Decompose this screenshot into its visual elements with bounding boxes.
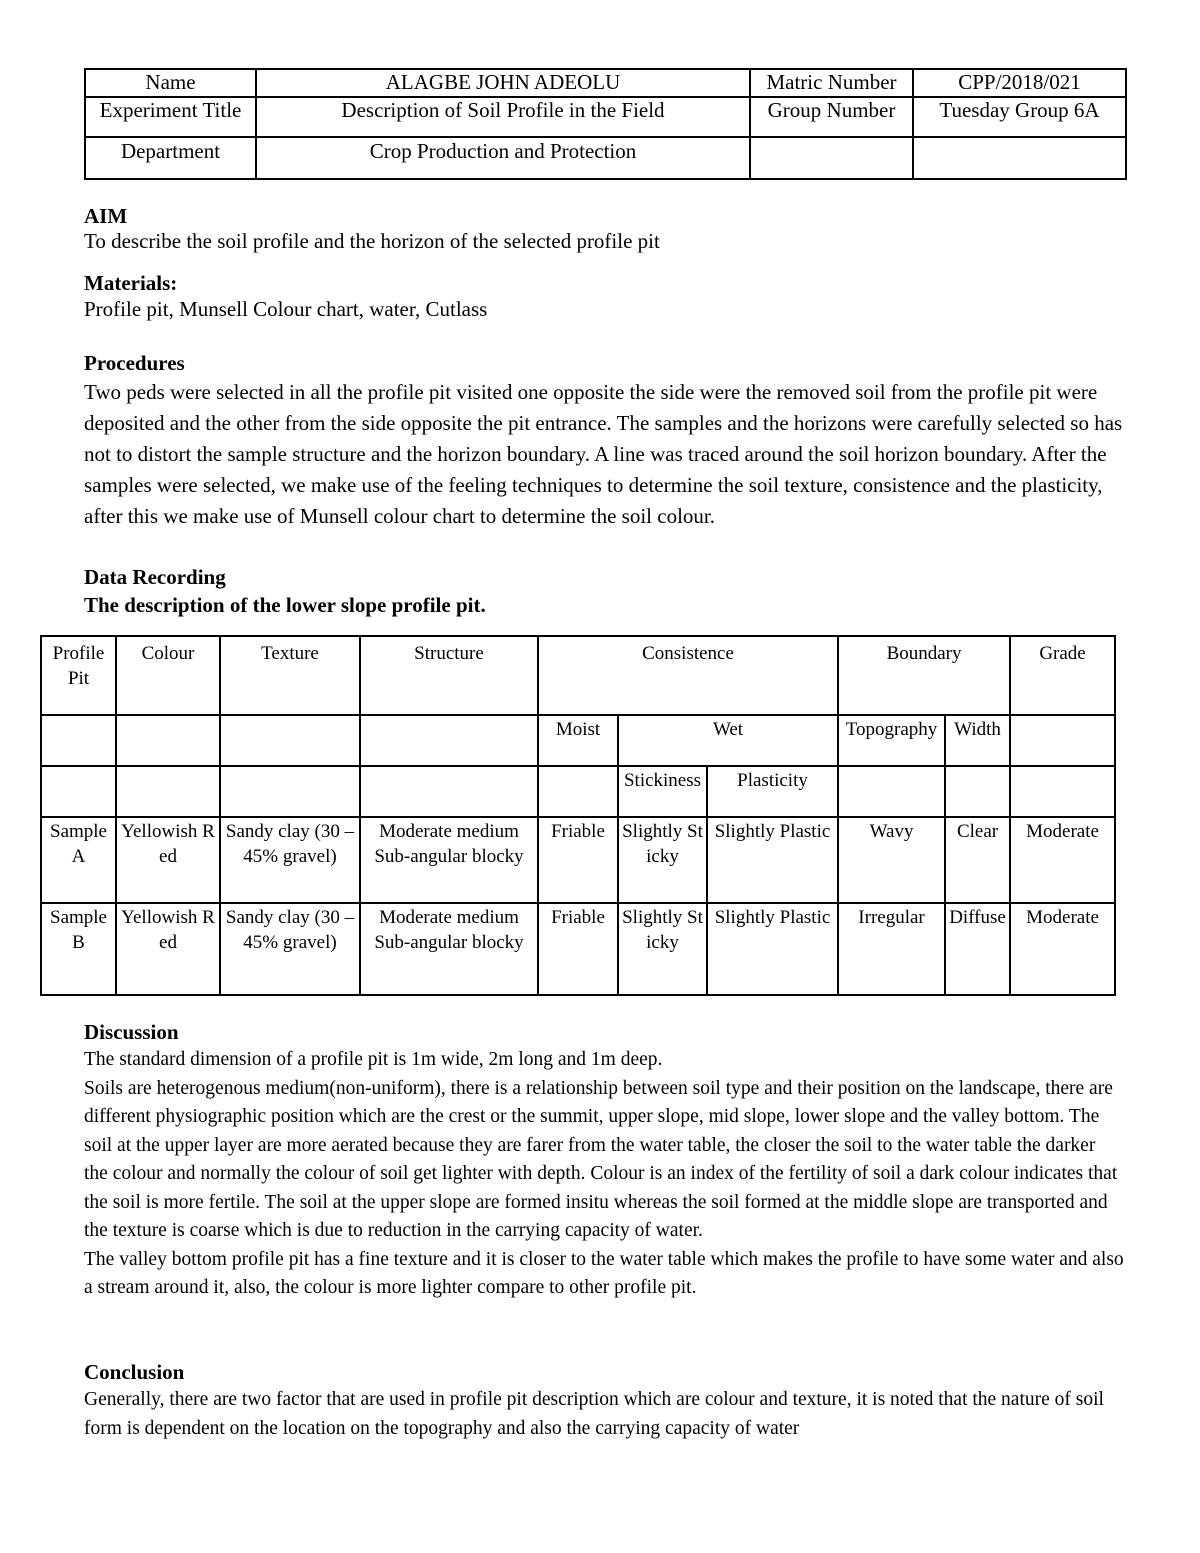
empty-cell bbox=[538, 766, 618, 817]
name-label: Name bbox=[85, 69, 256, 97]
header-moist: Moist bbox=[538, 715, 618, 766]
empty-cell bbox=[41, 715, 116, 766]
soil-profile-table bbox=[40, 635, 1116, 996]
empty-cell bbox=[220, 715, 360, 766]
header-profile-pit: Profile Pit bbox=[41, 636, 116, 715]
aim-section bbox=[84, 203, 1124, 253]
cell-grade: Moderate bbox=[1010, 817, 1115, 903]
header-grade: Grade bbox=[1010, 636, 1115, 715]
data-recording-heading: Data Recording bbox=[84, 565, 226, 589]
group-value: Tuesday Group 6A bbox=[913, 97, 1126, 137]
cell-topography: Irregular bbox=[838, 903, 945, 995]
data-recording-subheading: The description of the lower slope profile pit. bbox=[84, 593, 486, 617]
aim-text: To describe the soil profile and the horizon of the selected profile pit bbox=[84, 229, 660, 253]
cell-structure: Moderate medium Sub-angular blocky bbox=[360, 817, 538, 903]
cell-moist: Friable bbox=[538, 817, 618, 903]
header-consistence: Consistence bbox=[538, 636, 838, 715]
conclusion-heading: Conclusion bbox=[84, 1360, 185, 1384]
header-colour: Colour bbox=[116, 636, 220, 715]
cell-colour: Yellowish Red bbox=[116, 903, 220, 995]
header-wet: Wet bbox=[618, 715, 838, 766]
header-stickiness: Stickiness bbox=[618, 766, 707, 817]
aim-heading: AIM bbox=[84, 204, 128, 228]
materials-text: Profile pit, Munsell Colour chart, water, Cutlass bbox=[84, 297, 488, 321]
conclusion-section bbox=[84, 1358, 1124, 1443]
empty-cell bbox=[945, 766, 1010, 817]
header-boundary: Boundary bbox=[838, 636, 1010, 715]
header-topography: Topography bbox=[838, 715, 945, 766]
cell-moist: Friable bbox=[538, 903, 618, 995]
cell-plasticity: Slightly Plastic bbox=[707, 903, 838, 995]
header-texture: Texture bbox=[220, 636, 360, 715]
discussion-paragraph-3: The valley bottom profile pit has a fine texture and it is closer to the water table which makes the profile to have some water and also a stream around it, also, the colour is more lighter compare to other profile pit. bbox=[84, 1248, 1124, 1298]
cell-stickiness: Slightly Sticky bbox=[618, 903, 707, 995]
empty-cell bbox=[838, 766, 945, 817]
department-value: Crop Production and Protection bbox=[256, 137, 750, 179]
procedures-text: Two peds were selected in all the profile pit visited one opposite the side were the removed soil from the profile pit were deposited and the other from the side opposite the pit entrance. The samples and the horizons were carefully selected so has not to distort the sample structure and the horizon boundary. A line was traced around the soil horizon boundary. After the samples were selected, we make use of the feeling techniques to determine the soil texture, consistence and the plasticity, after this we make use of Munsell colour chart to determine the soil colour. bbox=[84, 380, 1123, 528]
department-label: Department bbox=[85, 137, 256, 179]
cell-width: Clear bbox=[945, 817, 1010, 903]
discussion-section bbox=[84, 1018, 1124, 1303]
procedures-heading: Procedures bbox=[84, 351, 185, 375]
header-table bbox=[84, 68, 1127, 180]
empty-cell bbox=[220, 766, 360, 817]
group-label: Group Number bbox=[750, 97, 913, 137]
procedures-section bbox=[84, 349, 1124, 532]
empty-cell bbox=[1010, 766, 1115, 817]
empty-cell bbox=[360, 715, 538, 766]
empty-cell bbox=[116, 766, 220, 817]
cell-width: Diffuse bbox=[945, 903, 1010, 995]
materials-section bbox=[84, 270, 1124, 322]
cell-profile-pit: Sample A bbox=[41, 817, 116, 903]
cell-grade: Moderate bbox=[1010, 903, 1115, 995]
experiment-title-label: Experiment Title bbox=[85, 97, 256, 137]
empty-cell bbox=[360, 766, 538, 817]
table-row bbox=[41, 903, 1115, 995]
empty-cell bbox=[750, 137, 913, 179]
empty-cell bbox=[41, 766, 116, 817]
table-row bbox=[41, 817, 1115, 903]
cell-plasticity: Slightly Plastic bbox=[707, 817, 838, 903]
data-recording-section bbox=[84, 563, 1124, 619]
materials-heading: Materials: bbox=[84, 271, 178, 295]
matric-value: CPP/2018/021 bbox=[913, 69, 1126, 97]
header-plasticity: Plasticity bbox=[707, 766, 838, 817]
cell-topography: Wavy bbox=[838, 817, 945, 903]
cell-stickiness: Slightly Sticky bbox=[618, 817, 707, 903]
cell-texture: Sandy clay (30 – 45% gravel) bbox=[220, 817, 360, 903]
header-structure: Structure bbox=[360, 636, 538, 715]
name-value: ALAGBE JOHN ADEOLU bbox=[256, 69, 750, 97]
experiment-title-value: Description of Soil Profile in the Field bbox=[256, 97, 750, 137]
discussion-paragraph-1: The standard dimension of a profile pit is 1m wide, 2m long and 1m deep. bbox=[84, 1049, 663, 1070]
cell-profile-pit: Sample B bbox=[41, 903, 116, 995]
discussion-paragraph-2: Soils are heterogenous medium(non-uniform), there is a relationship between soil type and their position on the landscape, there are different physiographic position which are the crest or the summit, upper slope, mid slope, lower slope and the valley bottom. The soil at the upper layer are more aerated because they are farer from the water table, the closer the soil to the water table the darker the colour and normally the colour of soil get lighter with depth. Colour is an index of the fertility of soil a dark colour indicates that the soil is more fertile. The soil at the upper slope are formed insitu whereas the soil formed at the middle slope are transported and the texture is coarse which is due to reduction in the carrying capacity of water. bbox=[84, 1077, 1118, 1241]
cell-structure: Moderate medium Sub-angular blocky bbox=[360, 903, 538, 995]
header-width: Width bbox=[945, 715, 1010, 766]
matric-label: Matric Number bbox=[750, 69, 913, 97]
empty-cell bbox=[116, 715, 220, 766]
empty-cell bbox=[913, 137, 1126, 179]
cell-texture: Sandy clay (30 – 45% gravel) bbox=[220, 903, 360, 995]
empty-cell bbox=[1010, 715, 1115, 766]
conclusion-text: Generally, there are two factor that are used in profile pit description which are colour and texture, it is noted that the nature of soil form is dependent on the location on the topography and also the carrying capacity of water bbox=[84, 1389, 1104, 1439]
discussion-heading: Discussion bbox=[84, 1020, 179, 1044]
cell-colour: Yellowish Red bbox=[116, 817, 220, 903]
